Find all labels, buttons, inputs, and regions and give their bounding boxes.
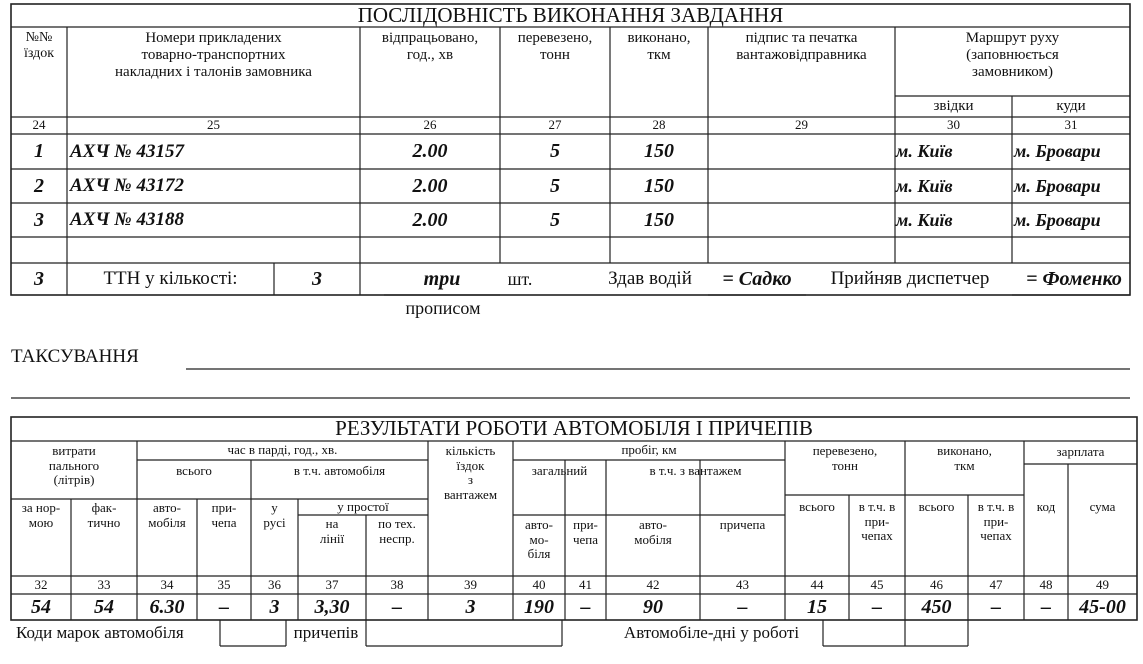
taxation-label: ТАКСУВАННЯ [11, 346, 139, 368]
in-words-caption: прописом [405, 297, 481, 318]
results-value-cell: – [219, 595, 229, 618]
results-col-number: 39 [464, 576, 477, 592]
col-number-24: 24 [32, 117, 46, 133]
ttn-count-words: три [423, 267, 461, 290]
header-idle-on-line: на лінії [319, 516, 345, 546]
header-shipper-signature: підпис та печатка вантажовідправника [736, 30, 867, 63]
col-number-30: 30 [947, 117, 960, 133]
header-overall-car: авто- мо- біля [525, 517, 553, 562]
col-number-25: 25 [207, 117, 220, 133]
trip-1-document: АХЧ № 43157 [70, 140, 184, 162]
results-col-number: 34 [160, 576, 174, 592]
trip-2-from: м. Київ [896, 175, 953, 196]
results-col-number: 44 [810, 576, 824, 592]
header-loaded-trailer: причепа [719, 517, 766, 532]
results-value-cell: 3,30 [314, 595, 350, 618]
handed-driver-signature: = Садко [722, 267, 792, 290]
header-mileage-loaded: в т.ч. з вантажем [649, 462, 742, 478]
header-route-to: куди [1056, 98, 1086, 115]
results-col-number: 36 [268, 576, 281, 592]
trip-2-to: м. Бровари [1014, 175, 1101, 196]
trip-3-tkm: 150 [644, 208, 674, 231]
car-days-label: Автомобіле-дні у роботі [623, 623, 800, 643]
trailer-codes-label: причепів [293, 623, 359, 643]
header-total-time: всього [176, 462, 212, 478]
trip-3-to: м. Бровари [1014, 209, 1101, 230]
results-col-number: 38 [390, 576, 404, 592]
header-moving: у русі [263, 500, 286, 530]
results-col-number: 32 [34, 576, 48, 592]
results-value-cell: 6.30 [149, 595, 185, 618]
header-duty-time: час в парді, год., хв. [227, 442, 338, 458]
results-col-number: 33 [97, 576, 111, 592]
trip-3-number: 3 [34, 208, 44, 231]
header-done-tkm: виконано, ткм [627, 30, 691, 63]
results-value-cell: 450 [921, 595, 952, 618]
trip-3-document: АХЧ № 43188 [70, 209, 184, 231]
header-mileage-overall: загальний [531, 462, 588, 478]
header-total-trailer: при- чепа [211, 500, 237, 530]
header-total-car: авто- мобіля [148, 500, 186, 530]
header-carried-tons-result: перевезено, тонн [812, 443, 878, 473]
trip-2-number: 2 [34, 174, 44, 197]
results-value-cell: 3 [269, 595, 280, 618]
header-incl-car: в т.ч. автомобіля [293, 462, 386, 478]
header-salary-sum: сума [1089, 499, 1116, 514]
car-brand-codes-label: Коди марок автомобіля [16, 623, 184, 643]
header-carried-tons: перевезено, тонн [517, 30, 593, 63]
header-overall-trailer: при- чепа [572, 517, 599, 547]
header-mileage: пробіг, км [621, 442, 677, 458]
results-value-cell: 90 [643, 595, 663, 618]
header-waybill-numbers: Номери прикладених товарно-транспортних накладних і талонів замовника [115, 30, 312, 80]
header-carried-total: всього [799, 499, 835, 514]
col-number-27: 27 [548, 117, 562, 133]
header-trip-no: №№ їздок [23, 30, 55, 61]
trip-2-tons: 5 [550, 174, 560, 197]
trip-1-hours: 2.00 [412, 140, 448, 163]
trip-1-from: м. Київ [896, 141, 953, 162]
trip-3-tons: 5 [550, 208, 560, 231]
header-worked-hours: відпрацьовано, год., хв [381, 30, 479, 63]
accepted-dispatcher-signature: = Фоменко [1026, 267, 1122, 290]
bottom-table-title: РЕЗУЛЬТАТИ РОБОТИ АВТОМОБІЛЯ І ПРИЧЕПІВ [335, 416, 813, 441]
results-col-number: 48 [1039, 576, 1053, 592]
trip-1-to: м. Бровари [1014, 141, 1101, 162]
header-fuel-fact: фак- тично [87, 500, 121, 530]
results-value-cell: – [580, 595, 591, 618]
trip-2-document: АХЧ № 43172 [70, 175, 184, 197]
header-fuel: витрати пального (літрів) [48, 443, 100, 488]
trip-2-tkm: 150 [644, 174, 674, 197]
results-value-cell: – [392, 595, 402, 618]
ttn-count-label: ТТН у кількості: [103, 268, 238, 290]
results-col-number: 35 [217, 576, 231, 592]
header-idle-tech: по тех. неспр. [378, 516, 416, 546]
header-route-from: звідки [933, 98, 974, 115]
handed-driver-label: Здав водій [608, 268, 692, 290]
results-col-number: 40 [532, 576, 546, 592]
col-number-28: 28 [652, 117, 666, 133]
results-col-number: 37 [325, 576, 339, 592]
trip-3-from: м. Київ [896, 209, 953, 230]
results-col-number: 47 [989, 576, 1003, 592]
trip-1-tons: 5 [550, 140, 560, 163]
header-fuel-norm: за нор- мою [21, 500, 61, 530]
header-trips-loaded: кількість їздок з вантажем [443, 443, 498, 502]
header-done-tkm-result: виконано, ткм [937, 443, 992, 473]
summary-trips-count: 3 [34, 267, 44, 290]
results-col-number: 49 [1096, 576, 1109, 592]
header-route: Маршрут руху (заповнюється замовником) [965, 30, 1060, 80]
trip-3-hours: 2.00 [412, 208, 448, 231]
results-value-cell: 54 [94, 595, 114, 618]
results-value-cell: – [737, 595, 748, 618]
header-done-trailers: в т.ч. в при- чепах [977, 499, 1015, 544]
results-col-number: 42 [646, 576, 660, 592]
results-col-number: 43 [736, 576, 749, 592]
results-col-number: 46 [930, 576, 943, 592]
header-loaded-car: авто- мобіля [634, 517, 672, 547]
col-number-26: 26 [423, 117, 437, 133]
header-idle: у простої [337, 498, 389, 514]
results-value-cell: 3 [465, 595, 476, 618]
trip-1-number: 1 [34, 140, 44, 163]
results-col-number: 45 [870, 576, 884, 592]
ttn-count-value: 3 [312, 267, 322, 290]
results-col-number: 41 [579, 576, 592, 592]
header-salary: зарплата [1056, 444, 1105, 460]
header-done-total: всього [918, 499, 955, 514]
results-value-cell: 54 [31, 595, 51, 618]
header-carried-trailers: в т.ч. в при- чепах [858, 499, 896, 544]
results-value-cell: – [991, 595, 1001, 618]
results-value-cell: 190 [524, 595, 554, 618]
col-number-29: 29 [795, 117, 808, 133]
col-number-31: 31 [1064, 117, 1078, 133]
header-salary-code: код [1036, 499, 1056, 514]
top-table-title: ПОСЛІДОВНІСТЬ ВИКОНАННЯ ЗАВДАННЯ [357, 2, 784, 27]
trip-1-tkm: 150 [644, 140, 674, 163]
trip-2-hours: 2.00 [412, 174, 448, 197]
pieces-label: шт. [507, 268, 533, 289]
accepted-dispatcher-label: Прийняв диспетчер [830, 268, 990, 290]
results-value-cell: 45-00 [1079, 595, 1126, 618]
results-value-cell: 15 [807, 595, 827, 618]
results-value-cell: – [1041, 595, 1051, 618]
results-value-cell: – [872, 595, 882, 618]
